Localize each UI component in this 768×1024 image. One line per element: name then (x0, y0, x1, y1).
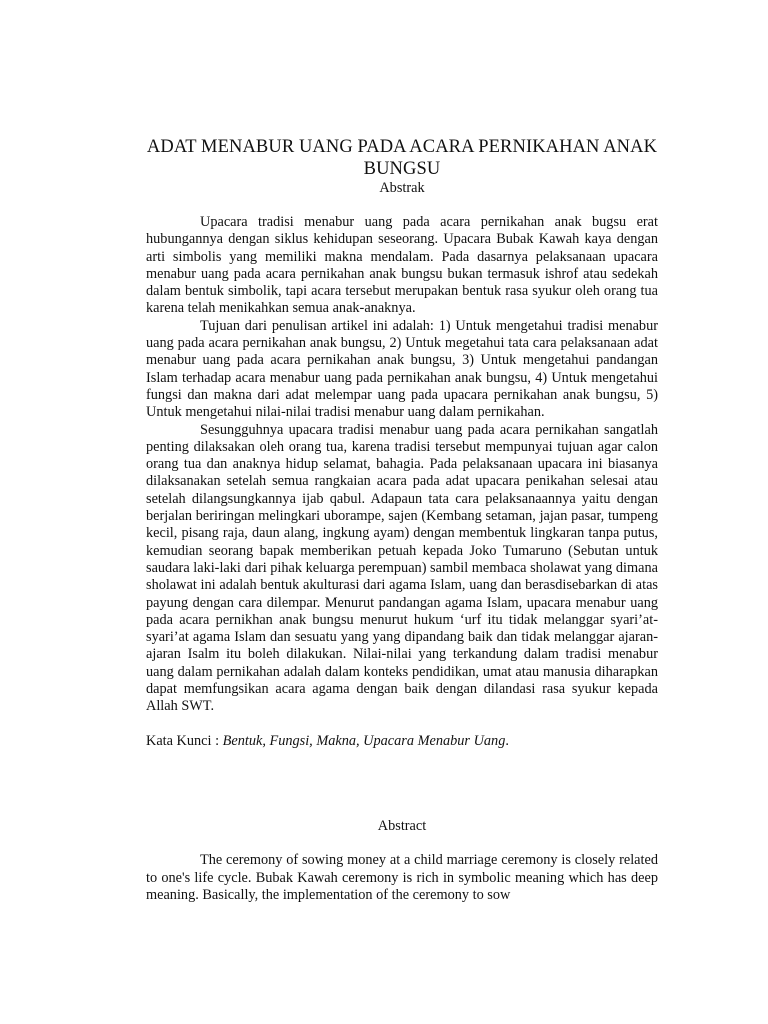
abstract-heading: Abstract (377, 817, 427, 834)
abstract-paragraph-1: The ceremony of sowing money at a child marriage ceremony is closely related to one's life cycle. Bubak Kawah ceremony is rich in symbolic meaning which has deep meaning. Basically, the implementation of the ceremony to sow (146, 852, 658, 903)
keywords-terms: Bentuk, Fungsi, Makna, Upacara Menabur Uang (222, 732, 506, 749)
keywords-end: . (505, 732, 509, 749)
spacer (146, 835, 658, 852)
spacer (146, 197, 658, 214)
keywords-line (146, 733, 658, 750)
paper-title: ADAT MENABUR UANG PADA ACARA PERNIKAHAN ANAK BUNGSU (146, 137, 658, 179)
document-page (146, 136, 658, 904)
abstrak-heading: Abstrak (379, 180, 425, 196)
abstrak-paragraph-2: Tujuan dari penulisan artikel ini adalah: 1) Untuk mengetahui tradisi menabur uang pada acara pernikahan anak bungsu, 2) Untuk megetahui tata cara pelaksanaan adat menabur uang pada acara pernikahan anak bungsu, 3) Untuk mengetahui pandangan Islam terhadap acara menabur uang pada pernikahan anak bungsu, 4) Untuk mengetahui fungsi dan makna dari adat melempar uang pada upacara pernikahan anak bungsu, 5) Untuk mengetahui nilai-nilai tradisi menabur uang dalam pernikahan. (146, 317, 658, 421)
keywords-label: Kata Kunci : (146, 732, 223, 749)
abstrak-paragraph-1: Upacara tradisi menabur uang pada acara pernikahan anak bugsu erat hubungannya dengan siklus kehidupan seseorang. Upacara Bubak Kawah kaya dengan arti simbolis yang memiliki makna mendalam. Pada dasarnya pelaksanaan upacara menabur uang pada acara pernikahan anak bungsu bukan termasuk ishrof atau sedekah dalam bentuk simbolik, tapi acara tersebut merupakan bentuk rasa syukur oleh orang tua karena telah menikahkan semua anak-anaknya. (146, 214, 658, 317)
abstrak-paragraph-3: Sesungguhnya upacara tradisi menabur uang pada acara pernikahan sangatlah penting dilaksakan oleh orang tua, karena tradisi tersebut mempunyai tujuan agar calon orang tua dan anaknya hidup selamat, bahagia. Pada pelaksanaan upacara ini biasanya dilaksanakan setelah semua rangkaian acara pada adat upacara penikahan selesai atau setelah dilangsungkannya ijab qabul. Adapaun tata cara pelaksanaannya yaitu dengan berjalan beriringan melingkari uborampe, sajen (Kembang setaman, jajan pasar, tumpeng kecil, pisang raja, daun alang, ingkung ayam) dengan membentuk lingkaran tanpa putus, kemudian seorang bapak memberikan petuah kepada Joko Tumaruno (Sebutan untuk saudara laki-laki dari pihak keluarga perempuan) sambil membaca sholawat yang dimana sholawat ini adalah bentuk akulturasi dari agama Islam, uang dan berasdisebarkan di atas payung dengan cara dilempar. Menurut pandangan agama Islam, upacara menabur uang pada acara pernikhan anak bungsu menurut hukum ‘urf itu tidak melanggar syari’at-syari’at agama Islam dan sesuatu yang yang dipandang baik dan tidak melanggar ajaran-ajaran Isalm itu boleh dilakukan. Nilai-nilai yang terkandung dalam tradisi menabur uang dalam pernikahan adalah dalam konteks pendidikan, umat atau manusia diharapkan dapat memfungsikan acara agama dengan baik dengan dilandasi rasa syukur kepada Allah SWT. (146, 421, 658, 715)
